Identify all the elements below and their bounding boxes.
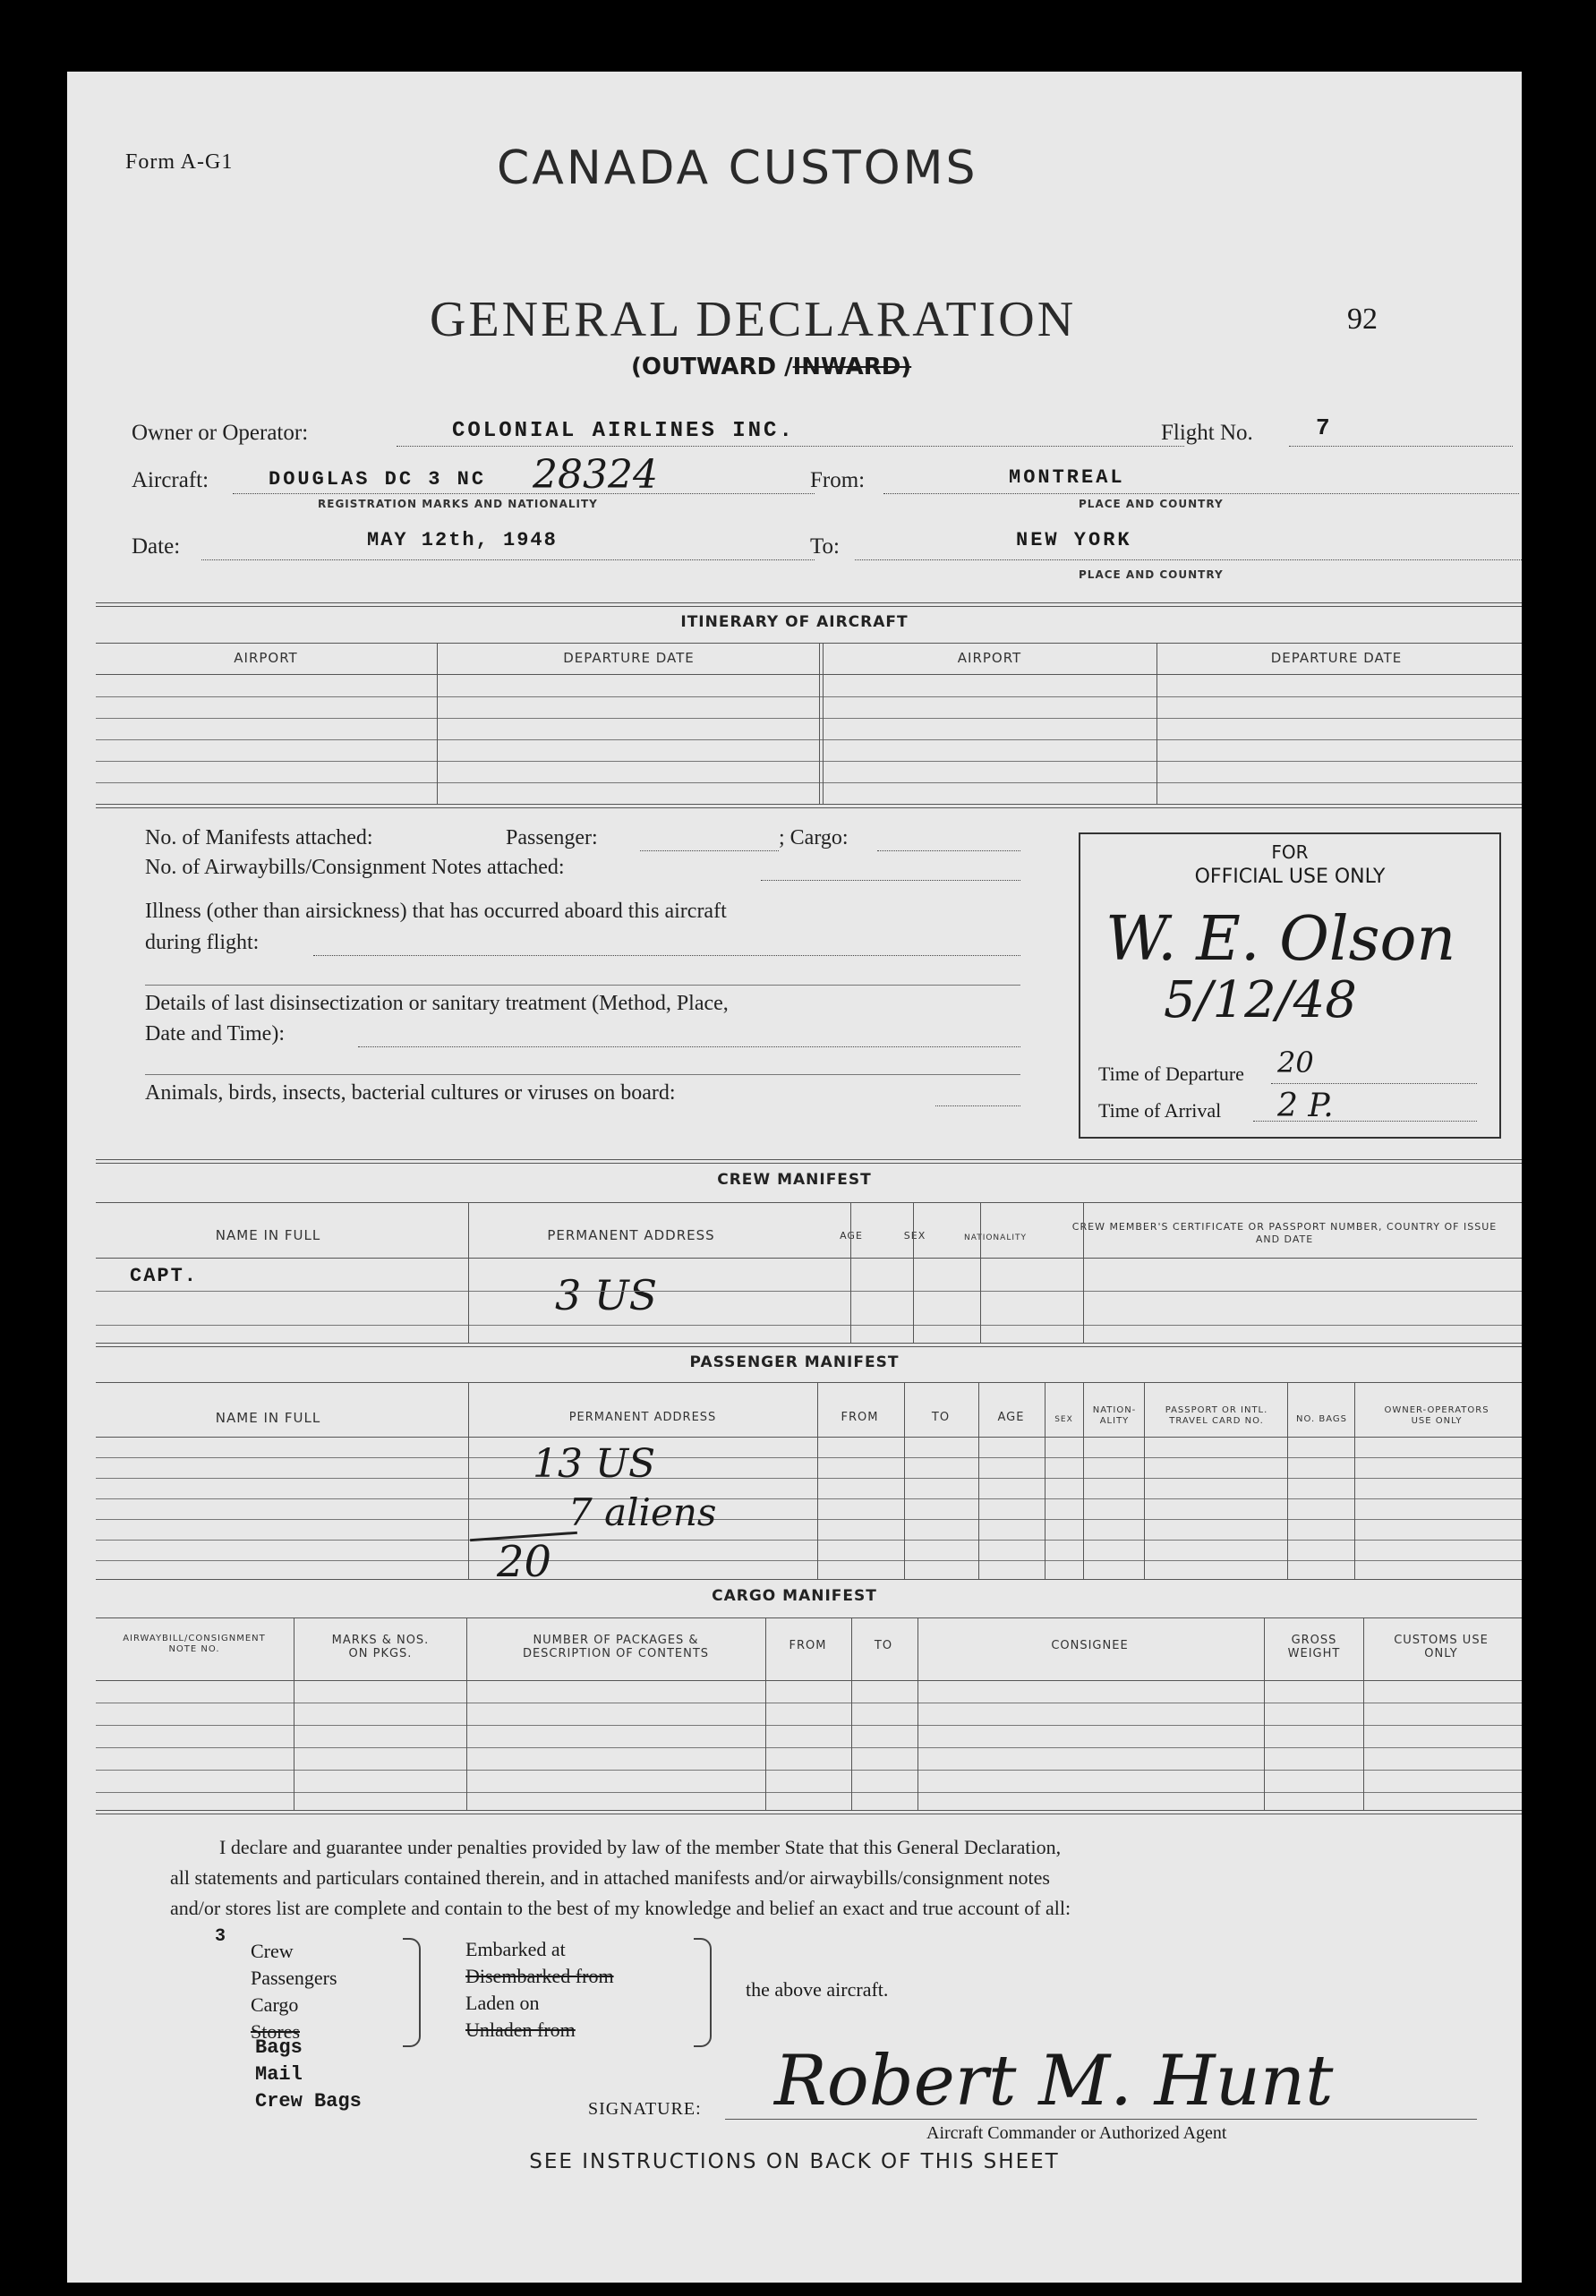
passenger-col-address: PERMANENT ADDRESS (568, 1411, 717, 1424)
declaration-line-2: all statements and particulars contained therein, and in attached manifests and/or airwaybills/consignment notes (170, 1866, 1050, 1889)
signature-handwritten: Robert M. Hunt (774, 2041, 1334, 2121)
place-caption-to: PLACE AND COUNTRY (1079, 568, 1224, 581)
brace-right (694, 1938, 712, 2047)
passenger-col-name: NAME IN FULL (215, 1410, 321, 1426)
cargo-col-customs: CUSTOMS USE ONLY (1394, 1634, 1489, 1660)
passenger-hand-total: 20 (497, 1537, 552, 1587)
itinerary-col-departure-1: DEPARTURE DATE (563, 650, 695, 666)
passenger-col-from: FROM (841, 1411, 879, 1424)
arrival-time-label: Time of Arrival (1098, 1099, 1222, 1122)
itinerary-col-airport-2: AIRPORT (957, 650, 1022, 666)
crew-row-name: CAPT. (130, 1265, 199, 1287)
flight-value: 7 (1316, 414, 1330, 441)
crew-col-nationality: NATIONALITY (964, 1233, 1027, 1242)
declaration-list-stores: Stores (251, 2020, 300, 2043)
passenger-col-to: TO (931, 1411, 951, 1424)
declaration-line-3: and/or stores list are complete and contain to the best of my knowledge and belief an exact and true account of all: (170, 1897, 1071, 1919)
cargo-col-from: FROM (789, 1639, 827, 1652)
illness-line-2: during flight: (145, 931, 260, 954)
declaration-typed-crew-bags: Crew Bags (255, 2090, 362, 2112)
crew-title: CREW MANIFEST (717, 1171, 872, 1189)
arrival-time-value: 2 P. (1277, 1088, 1334, 1124)
place-caption-from: PLACE AND COUNTRY (1079, 498, 1224, 510)
brace-left (403, 1938, 421, 2047)
from-label: From: (810, 468, 866, 492)
disinsect-line-1: Details of last disinsectization or sanitary treatment (Method, Place, (145, 992, 729, 1015)
to-value: NEW YORK (1016, 529, 1132, 551)
declaration-typed-extra (255, 2035, 362, 2115)
direction-inward: INWARD) (792, 354, 912, 380)
airwaybills-label: No. of Airwaybills/Consignment Notes attached: (145, 856, 565, 879)
cargo-col-weight: GROSS WEIGHT (1287, 1634, 1341, 1660)
above-aircraft: the above aircraft. (746, 1978, 889, 2001)
from-value: MONTREAL (1009, 466, 1125, 489)
cargo-col-packages: NUMBER OF PACKAGES & DESCRIPTION OF CONTENTS (522, 1634, 710, 1660)
owner-value: COLONIAL AIRLINES INC. (452, 419, 795, 443)
registration-caption: REGISTRATION MARKS AND NATIONALITY (318, 498, 598, 510)
aircraft-handwritten: 28324 (533, 452, 658, 498)
passenger-col-bags: NO. BAGS (1296, 1414, 1347, 1424)
unladen-label: Unladen from (465, 2019, 576, 2041)
declaration-line-1: I declare and guarantee under penalties provided by law of the member State that this General Declaration, (219, 1836, 1062, 1858)
direction-label (631, 354, 911, 380)
animals-label: Animals, birds, insects, bacterial cultures or viruses on board: (145, 1081, 676, 1105)
declaration-list (251, 1938, 337, 2045)
aircraft-label: Aircraft: (132, 468, 209, 492)
crew-col-address: PERMANENT ADDRESS (547, 1227, 715, 1243)
departure-time-label: Time of Departure (1098, 1063, 1244, 1085)
crew-col-name: NAME IN FULL (215, 1227, 321, 1243)
official-for: FOR (1271, 841, 1309, 863)
crew-col-sex: SEX (903, 1230, 926, 1242)
crew-row-address: 3 US (555, 1271, 658, 1319)
itinerary-col-departure-2: DEPARTURE DATE (1270, 650, 1403, 666)
signature-caption: Aircraft Commander or Authorized Agent (926, 2123, 1227, 2143)
declaration-form (67, 72, 1522, 2283)
passenger-title: PASSENGER MANIFEST (689, 1353, 900, 1371)
passenger-hand-line-2: 7 aliens (568, 1490, 717, 1534)
declaration-typed-bags: Bags (255, 2036, 303, 2059)
instructions-footer: SEE INSTRUCTIONS ON BACK OF THIS SHEET (529, 2150, 1060, 2173)
passenger-col-nationality: NATION-ALITY (1092, 1405, 1137, 1426)
official-use-only: OFFICIAL USE ONLY (1194, 866, 1386, 888)
departure-time-value: 20 (1277, 1046, 1314, 1080)
embark-list (465, 1936, 614, 2044)
disinsect-line-2: Date and Time): (145, 1022, 285, 1046)
aircraft-value: DOUGLAS DC 3 NC (269, 468, 487, 491)
agency-title: CANADA CUSTOMS (497, 141, 978, 195)
date-value: MAY 12th, 1948 (367, 529, 558, 551)
signature-label: SIGNATURE: (588, 2099, 702, 2119)
doc-number: 92 (1347, 303, 1378, 336)
cargo-title: CARGO MANIFEST (712, 1587, 877, 1605)
passenger-col-passport: PASSPORT OR INTL. TRAVEL CARD NO. (1165, 1405, 1268, 1426)
flight-label: Flight No. (1161, 421, 1253, 445)
passenger-col-sex: SEX (1054, 1415, 1073, 1424)
official-date: 5/12/48 (1164, 971, 1357, 1029)
to-label: To: (810, 534, 840, 559)
declaration-count: 3 (215, 1926, 226, 1947)
date-label: Date: (132, 534, 181, 559)
cargo-col-airwaybill: AIRWAYBILL/CONSIGNMENT NOTE NO. (123, 1634, 266, 1654)
declaration-list-passengers: Passengers (251, 1967, 337, 1989)
laden-label: Laden on (465, 1992, 540, 2014)
manifests-label: No. of Manifests attached: (145, 826, 373, 849)
cargo-col-consignee: CONSIGNEE (1051, 1639, 1129, 1652)
cargo-count-label: ; Cargo: (779, 826, 849, 849)
itinerary-title: ITINERARY OF AIRCRAFT (680, 613, 909, 631)
official-signature: W. E. Olson (1105, 904, 1456, 975)
passenger-col-age: AGE (997, 1411, 1025, 1424)
owner-label: Owner or Operator: (132, 421, 309, 445)
declaration-list-crew: Crew (251, 1940, 294, 1962)
passenger-hand-line-1: 13 US (533, 1441, 656, 1487)
declaration-list-cargo: Cargo (251, 1993, 299, 2016)
passenger-count-label: Passenger: (506, 826, 598, 849)
embarked-label: Embarked at (465, 1938, 566, 1960)
crew-col-age: AGE (840, 1230, 863, 1242)
cargo-col-marks: MARKS & NOS. ON PKGS. (331, 1634, 430, 1660)
page-title: GENERAL DECLARATION (430, 292, 1077, 347)
crew-col-certificate: CREW MEMBER'S CERTIFICATE OR PASSPORT NUMBER, COUNTRY OF ISSUE AND DATE (1071, 1221, 1498, 1245)
passenger-col-owner: OWNER-OPERATORS USE ONLY (1384, 1405, 1489, 1426)
disembarked-label: Disembarked from (465, 1965, 614, 1987)
itinerary-col-airport-1: AIRPORT (234, 650, 298, 666)
form-id: Form A-G1 (125, 150, 234, 174)
illness-line-1: Illness (other than airsickness) that has occurred aboard this aircraft (145, 900, 727, 923)
direction-outward: (OUTWARD / (631, 354, 793, 380)
declaration-typed-mail: Mail (255, 2063, 303, 2086)
cargo-col-to: TO (874, 1639, 893, 1652)
